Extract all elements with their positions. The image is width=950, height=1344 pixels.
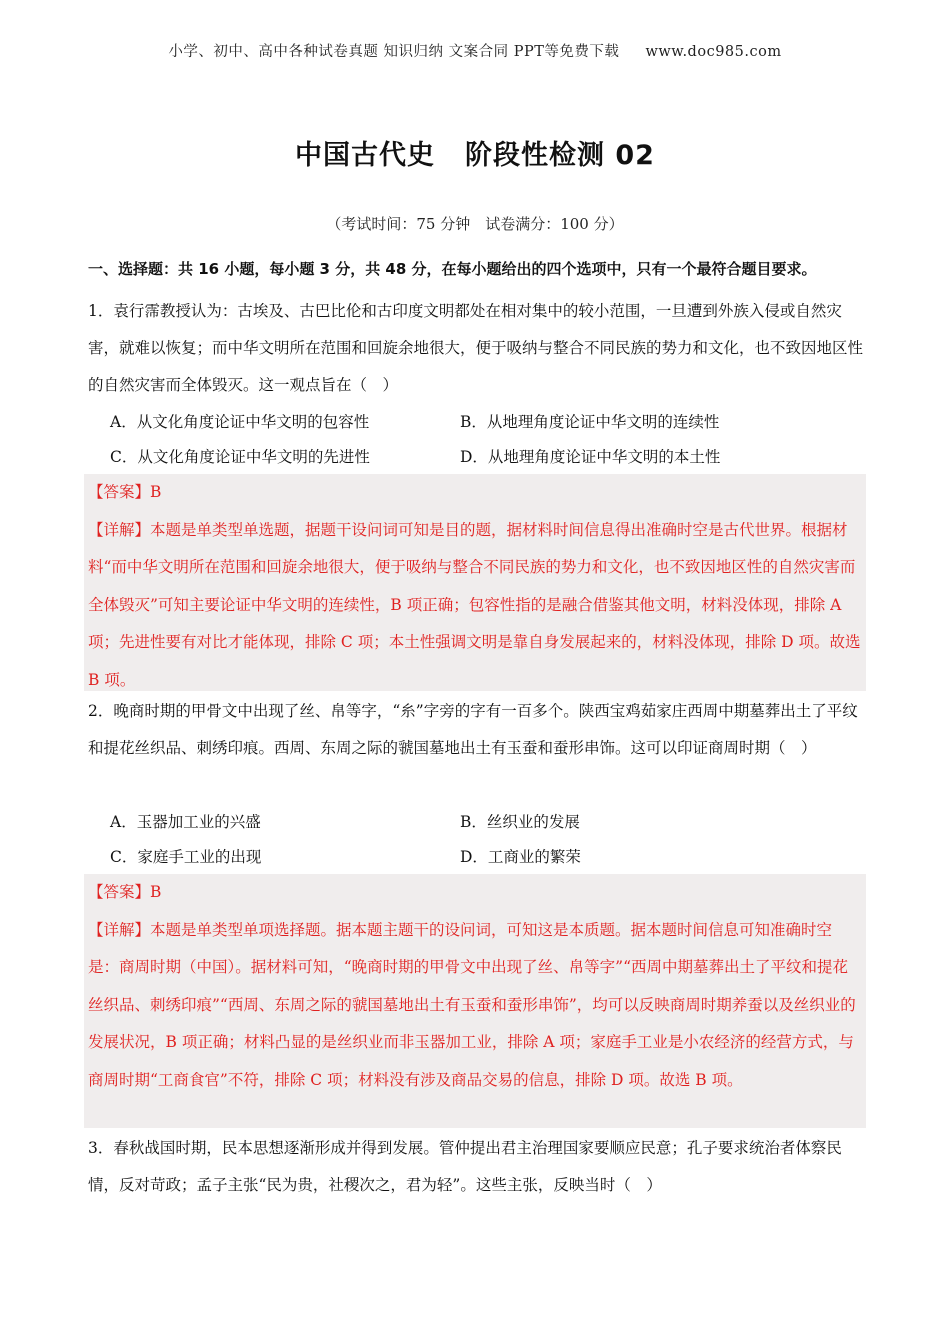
title-part2: 阶段性检测 02 [465, 140, 655, 171]
option-b: B．丝织业的发展 [460, 813, 580, 831]
question-3-stem: 3．春秋战国时期，民本思想逐渐形成并得到发展。管仲提出君主治理国家要顺应民意；孔子要求统治者体察民情，反对苛政；孟子主张“民为贵，社稷次之，君为轻”。这些主张，反映当时（ ） [88, 1139, 842, 1194]
question-2-stem: 2．晚商时期的甲骨文中出现了丝、帛等字，“糸”字旁的字有一百多个。陕西宝鸡茹家庄西周中期墓葬出土了平纹和提花丝织品、刺绣印痕。西周、东周之际的虢国墓地出土有玉蚕和蚕形串饰。这可以印证商周时期（ ） [88, 702, 858, 757]
detail-text: 本题是单类型单选题，据题干设问词可知是目的题，据材料时间信息得出准确时空是古代世界。根据材料“而中华文明所在范围和回旋余地很大，便于吸纳与整合不同民族的势力和文化，也不致因地区性的自然灾害而全体毁灭”可知主要论证中华文明的连续性，B 项正确；包容性指的是融合借鉴其他文明，材料没体现，排除 A 项；先进性要有对比才能体现，排除 C 项；本土性强调文明是靠自身发展起来的，材料没体现，排除 D 项。故选 B 项。 [88, 520, 861, 689]
question-1-options [110, 405, 850, 475]
detail-label: 【详解】 [88, 520, 151, 539]
option-a: A．玉器加工业的兴盛 [110, 813, 261, 831]
option-a: A．从文化角度论证中华文明的包容性 [110, 413, 370, 431]
header-site[interactable]: www.doc985.com [645, 44, 782, 60]
answer-value: B [150, 483, 162, 501]
detail-label: 【详解】 [88, 920, 151, 939]
question-2-options [110, 805, 850, 875]
option-d: D．从地理角度论证中华文明的本土性 [460, 448, 721, 466]
page-title [0, 133, 950, 172]
answer-label: 【答案】 [88, 483, 151, 501]
question-2-answer-block [84, 874, 866, 1128]
answer-label: 【答案】 [88, 883, 151, 901]
detail-text: 本题是单类型单项选择题。据本题主题干的设问词，可知这是本质题。据本题时间信息可知准确时空是：商周时期（中国）。据材料可知，“晚商时期的甲骨文中出现了丝、帛等字”“西周中期墓葬出土了平纹和提花丝织品、刺绣印痕”“西周、东周之际的虢国墓地出土有玉蚕和蚕形串饰”，均可以反映商周时期养蚕以及丝织业的发展状况，B 项正确；材料凸显的是丝织业而非玉器加工业，排除 A 项；家庭手工业是小农经济的经营方式，与商周时期“工商食官”不符，排除 C 项；材料没有涉及商品交易的信息，排除 D 项。故选 B 项。 [88, 920, 856, 1089]
title-part1: 中国古代史 [295, 140, 435, 171]
exam-info: （考试时间：75 分钟 试卷满分：100 分） [326, 215, 624, 233]
answer-value: B [150, 883, 162, 901]
option-d: D．工商业的繁荣 [460, 848, 581, 866]
page-header [0, 40, 950, 61]
option-b: B．从地理角度论证中华文明的连续性 [460, 413, 720, 431]
section-heading: 一、选择题：共 16 小题，每小题 3 分，共 48 分，在每小题给出的四个选项中，只有一个最符合题目要求。 [88, 260, 817, 278]
option-c: C．从文化角度论证中华文明的先进性 [110, 448, 370, 466]
question-1-stem: 1．袁行霈教授认为：古埃及、古巴比伦和古印度文明都处在相对集中的较小范围，一旦遭到外族入侵或自然灾害，就难以恢复；而中华文明所在范围和回旋余地很大，便于吸纳与整合不同民族的势力和文化，也不致因地区性的自然灾害而全体毁灭。这一观点旨在（ ） [88, 302, 864, 394]
header-text: 小学、初中、高中各种试卷真题 知识归纳 文案合同 PPT等免费下载 [168, 44, 620, 60]
option-c: C．家庭手工业的出现 [110, 848, 262, 866]
question-1-answer-block [84, 474, 866, 691]
